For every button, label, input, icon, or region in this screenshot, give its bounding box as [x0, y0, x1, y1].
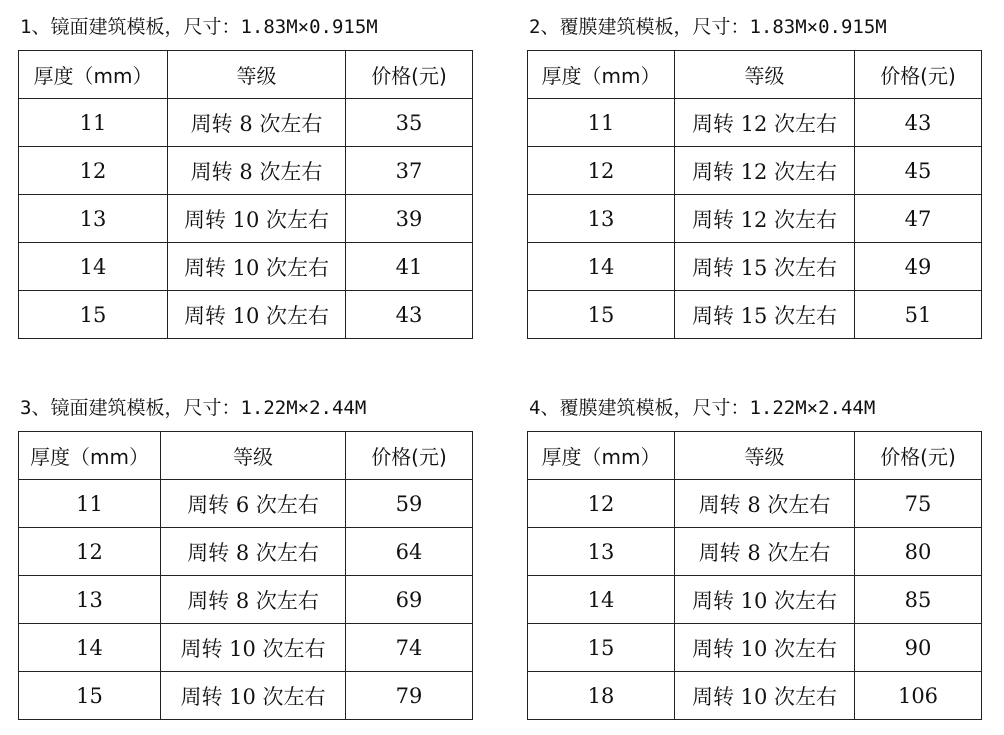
cell-grade: 周转 10 次左右: [168, 243, 346, 291]
cell-thickness: 12: [19, 147, 168, 195]
header-grade: 等级: [675, 51, 855, 99]
cell-thickness: 15: [19, 291, 168, 339]
price-section-4: [527, 395, 982, 720]
table-header-row: [19, 432, 473, 480]
table-row: [19, 195, 473, 243]
cell-grade: 周转 6 次左右: [161, 480, 346, 528]
cell-price: 90: [855, 624, 982, 672]
cell-price: 79: [346, 672, 473, 720]
cell-price: 35: [346, 99, 473, 147]
cell-price: 45: [855, 147, 982, 195]
table-row: [19, 147, 473, 195]
table-header-row: [528, 51, 982, 99]
table-header-row: [528, 432, 982, 480]
header-price: 价格(元): [346, 51, 473, 99]
cell-thickness: 14: [19, 624, 161, 672]
cell-thickness: 13: [19, 195, 168, 243]
cell-grade: 周转 15 次左右: [675, 291, 855, 339]
cell-grade: 周转 8 次左右: [168, 147, 346, 195]
cell-grade: 周转 8 次左右: [675, 480, 855, 528]
cell-grade: 周转 10 次左右: [168, 291, 346, 339]
section-title: 4、覆膜建筑模板，尺寸：1.22M×2.44M: [529, 397, 876, 419]
cell-price: 85: [855, 576, 982, 624]
cell-grade: 周转 12 次左右: [675, 195, 855, 243]
cell-price: 43: [855, 99, 982, 147]
cell-grade: 周转 12 次左右: [675, 147, 855, 195]
price-section-3: [18, 395, 473, 720]
price-table: [18, 50, 473, 339]
table-row: [528, 528, 982, 576]
cell-thickness: 11: [19, 99, 168, 147]
cell-thickness: 13: [19, 576, 161, 624]
header-thickness: 厚度（mm）: [19, 51, 168, 99]
section-title: 1、镜面建筑模板，尺寸：1.83M×0.915M: [20, 16, 378, 38]
price-table: [18, 431, 473, 720]
cell-grade: 周转 8 次左右: [161, 528, 346, 576]
header-grade: 等级: [161, 432, 346, 480]
cell-thickness: 13: [528, 195, 675, 243]
cell-price: 37: [346, 147, 473, 195]
price-section-1: [18, 14, 473, 339]
cell-grade: 周转 10 次左右: [675, 576, 855, 624]
header-grade: 等级: [675, 432, 855, 480]
cell-grade: 周转 10 次左右: [168, 195, 346, 243]
header-price: 价格(元): [855, 51, 982, 99]
section-title: 2、覆膜建筑模板，尺寸：1.83M×0.915M: [529, 16, 887, 38]
table-row: [19, 672, 473, 720]
cell-price: 59: [346, 480, 473, 528]
header-thickness: 厚度（mm）: [19, 432, 161, 480]
table-row: [528, 243, 982, 291]
cell-thickness: 18: [528, 672, 675, 720]
cell-thickness: 15: [528, 624, 675, 672]
table-row: [528, 672, 982, 720]
table-row: [528, 195, 982, 243]
table-row: [528, 576, 982, 624]
header-thickness: 厚度（mm）: [528, 432, 675, 480]
table-row: [19, 291, 473, 339]
cell-grade: 周转 12 次左右: [675, 99, 855, 147]
cell-price: 69: [346, 576, 473, 624]
cell-grade: 周转 10 次左右: [675, 672, 855, 720]
cell-price: 74: [346, 624, 473, 672]
cell-thickness: 12: [528, 147, 675, 195]
cell-grade: 周转 10 次左右: [161, 672, 346, 720]
table-row: [528, 480, 982, 528]
cell-grade: 周转 10 次左右: [675, 624, 855, 672]
price-table: [527, 431, 982, 720]
table-row: [19, 99, 473, 147]
price-section-2: [527, 14, 982, 339]
cell-thickness: 15: [528, 291, 675, 339]
table-row: [19, 624, 473, 672]
cell-thickness: 12: [19, 528, 161, 576]
cell-thickness: 11: [19, 480, 161, 528]
cell-price: 41: [346, 243, 473, 291]
table-row: [19, 243, 473, 291]
cell-grade: 周转 8 次左右: [675, 528, 855, 576]
cell-grade: 周转 8 次左右: [161, 576, 346, 624]
cell-thickness: 14: [19, 243, 168, 291]
cell-price: 47: [855, 195, 982, 243]
price-table: [527, 50, 982, 339]
cell-price: 49: [855, 243, 982, 291]
header-price: 价格(元): [346, 432, 473, 480]
table-row: [19, 576, 473, 624]
table-row: [528, 99, 982, 147]
cell-price: 80: [855, 528, 982, 576]
table-header-row: [19, 51, 473, 99]
table-row: [528, 624, 982, 672]
cell-thickness: 13: [528, 528, 675, 576]
table-row: [528, 147, 982, 195]
header-grade: 等级: [168, 51, 346, 99]
cell-thickness: 11: [528, 99, 675, 147]
cell-thickness: 15: [19, 672, 161, 720]
cell-thickness: 12: [528, 480, 675, 528]
table-row: [528, 291, 982, 339]
header-price: 价格(元): [855, 432, 982, 480]
cell-grade: 周转 8 次左右: [168, 99, 346, 147]
table-row: [19, 528, 473, 576]
cell-price: 51: [855, 291, 982, 339]
header-thickness: 厚度（mm）: [528, 51, 675, 99]
cell-price: 64: [346, 528, 473, 576]
cell-grade: 周转 10 次左右: [161, 624, 346, 672]
section-title: 3、镜面建筑模板，尺寸：1.22M×2.44M: [20, 397, 367, 419]
cell-price: 75: [855, 480, 982, 528]
table-row: [19, 480, 473, 528]
cell-price: 39: [346, 195, 473, 243]
cell-thickness: 14: [528, 243, 675, 291]
cell-thickness: 14: [528, 576, 675, 624]
cell-price: 43: [346, 291, 473, 339]
cell-grade: 周转 15 次左右: [675, 243, 855, 291]
cell-price: 106: [855, 672, 982, 720]
